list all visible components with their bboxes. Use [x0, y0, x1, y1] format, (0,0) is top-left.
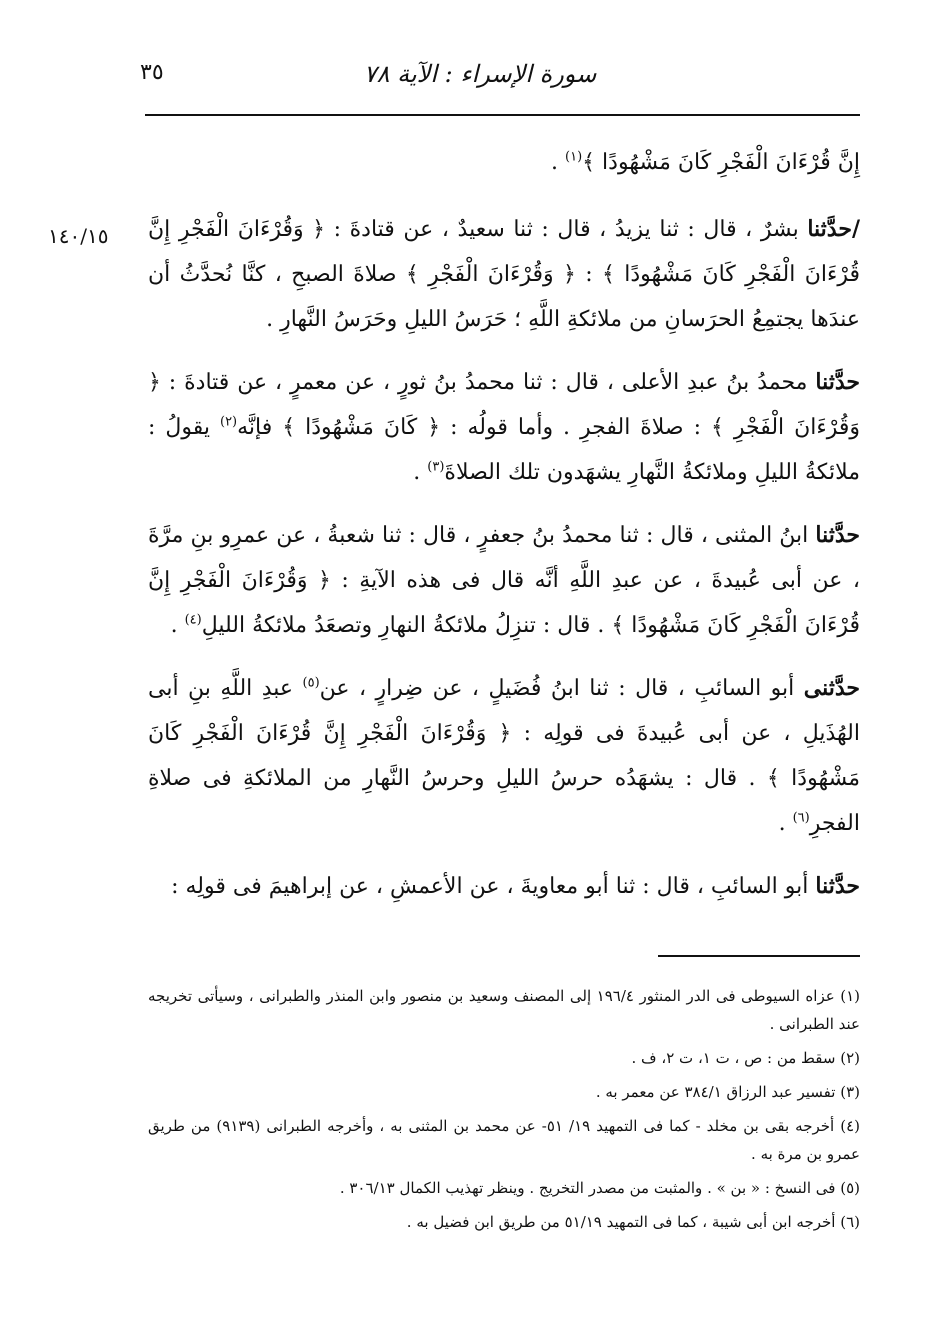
footnote-6: (٦) أخرجه ابن أبى شيبة ، كما فى التمهيد ٥١/١٩ من طريق ابن فضيل به .: [406, 1213, 860, 1231]
paragraph-1: [148, 140, 860, 185]
footnote-marker: (٢): [219, 414, 238, 430]
footnote-marker: (٥): [302, 675, 320, 691]
paragraph-text: بشرٌ ، قال : ثنا يزيدُ ، قال : ثنا سعيدٌ ، عن قتادةَ : ﴿ وَقُرْءَانَ الْفَجْرِ إِنَّ قُرْءَانَ الْفَجْرِ كَانَ مَشْهُودًا ﴾ : ﴿ وَقُرْءَانَ الْفَجْرِ ﴾ صلاةَ الصبحِ ، كنَّا نُحدَّثُ أن عندَها يجتمِعُ الحرَسانِ من ملائكةِ اللَّهِ ؛ حَرَسُ الليلِ وحَرَسُ النَّهارِ .: [148, 217, 860, 332]
footnotes: [148, 982, 860, 1242]
footnote-5: (٥) فى النسخ : « بن » . والمثبت من مصدر التخريج . وينظر تهذيب الكمال ٣٠٦/١٣ .: [339, 1179, 860, 1197]
paragraph-2: [148, 207, 860, 342]
footnote-2: (٢) سقط من : ص ، ت ١، ت ٢، ف .: [631, 1049, 860, 1067]
footnote-4: (٤) أخرجه بقى بن مخلد - كما فى التمهيد ١٩/ ٥١- عن محمد بن المثنى به ، وأخرجه الطبرانى (٩١٣٩) من طريق عمرو بن مرة به .: [148, 1117, 860, 1163]
page-number: ٣٥: [140, 60, 164, 85]
paragraph-6: [148, 864, 860, 909]
footnote-rule: [658, 955, 860, 957]
paragraph-lead: حدَّثنا: [815, 369, 860, 395]
paragraph-lead: حدَّثنا: [815, 522, 860, 548]
paragraph-lead: حدَّثنا: [815, 873, 860, 899]
paragraph-tail: عبدِ اللَّهِ بنِ أبى الهُذَيلِ ، عن أبى عُبيدةَ فى قولِه : ﴿ وَقُرْءَانَ الْفَجْرِ إِنَّ قُرْءَانَ الْفَجْرِ كَانَ مَشْهُودًا ﴾ . قال : يشهَدُه حرسُ الليلِ وحرسُ النَّهارِ من الملائكةِ فى صلاةِ الفجرِ: [148, 676, 860, 836]
footnote-marker: (٣): [427, 459, 445, 475]
paragraph-tail: .: [551, 150, 566, 175]
paragraph-text: ابنُ المثنى ، قال : ثنا محمدُ بنُ جعفرٍ ، قال : ثنا شعبةُ ، عن عمرِو بنِ مرَّةَ ، عن أبى عُبيدةَ ، عن عبدِ اللَّهِ أنَّه قال فى هذه الآيةِ : ﴿ وَقُرْءَانَ الْفَجْرِ إِنَّ قُرْءَانَ الْفَجْرِ كَانَ مَشْهُودًا ﴾ . قال : تنزِلُ ملائكةُ النهارِ وتصعَدُ ملائكةُ الليلِ: [148, 523, 860, 638]
footnote-1: (١) عزاه السيوطى فى الدر المنثور ١٩٦/٤ إلى المصنف وسعيد بن منصور وابن المنذر والطبرانى ، وسيأتى تخريجه عند الطبرانى .: [148, 987, 860, 1033]
paragraph-4: [148, 513, 860, 648]
footnote-marker: (١): [565, 149, 583, 165]
running-title: سورة الإسراء : الآية ٧٨: [363, 60, 597, 88]
paragraph-tail: .: [778, 811, 793, 836]
paragraph-tail: .: [413, 460, 428, 485]
paragraph-text: أبو السائبِ ، قال : ثنا أبو معاويةَ ، عن الأعمشِ ، عن إبراهيمَ فى قولِه :: [171, 874, 816, 899]
paragraph-3: [148, 360, 860, 495]
paragraph-lead: حدَّثنى: [803, 675, 860, 701]
header-rule: [145, 114, 860, 116]
paragraph-tail: يقولُ : ملائكةُ الليلِ وملائكةُ النَّهارِ يشهَدون تلك الصلاةَ: [148, 415, 860, 485]
paragraph-text: أبو السائبِ ، قال : ثنا ابنُ فُضَيلٍ ، عن ضِرارٍ ، عن: [319, 676, 804, 701]
paragraph-tail: .: [170, 613, 185, 638]
footnote-marker: (٦): [792, 810, 810, 826]
body-text: [148, 140, 860, 927]
paragraph-text: إِنَّ قُرْءَانَ الْفَجْرِ كَانَ مَشْهُودًا ﴾: [582, 150, 860, 175]
paragraph-text: محمدُ بنُ عبدِ الأعلى ، قال : ثنا محمدُ بنُ ثورٍ ، عن معمرٍ ، عن قتادةَ : ﴿ وَقُرْءَانَ الْفَجْرِ ﴾ : صلاةَ الفجرِ . وأما قولُه : ﴿ كَانَ مَشْهُودًا ﴾ فإنَّه: [148, 370, 861, 440]
footnote-3: (٣) تفسير عبد الرزاق ٣٨٤/١ عن معمر به .: [595, 1083, 860, 1101]
paragraph-5: [148, 666, 860, 846]
footnote-marker: (٤): [184, 612, 202, 628]
margin-reference: ١٤٠/١٥: [48, 224, 109, 248]
paragraph-lead: /حدَّثنا: [807, 216, 860, 242]
